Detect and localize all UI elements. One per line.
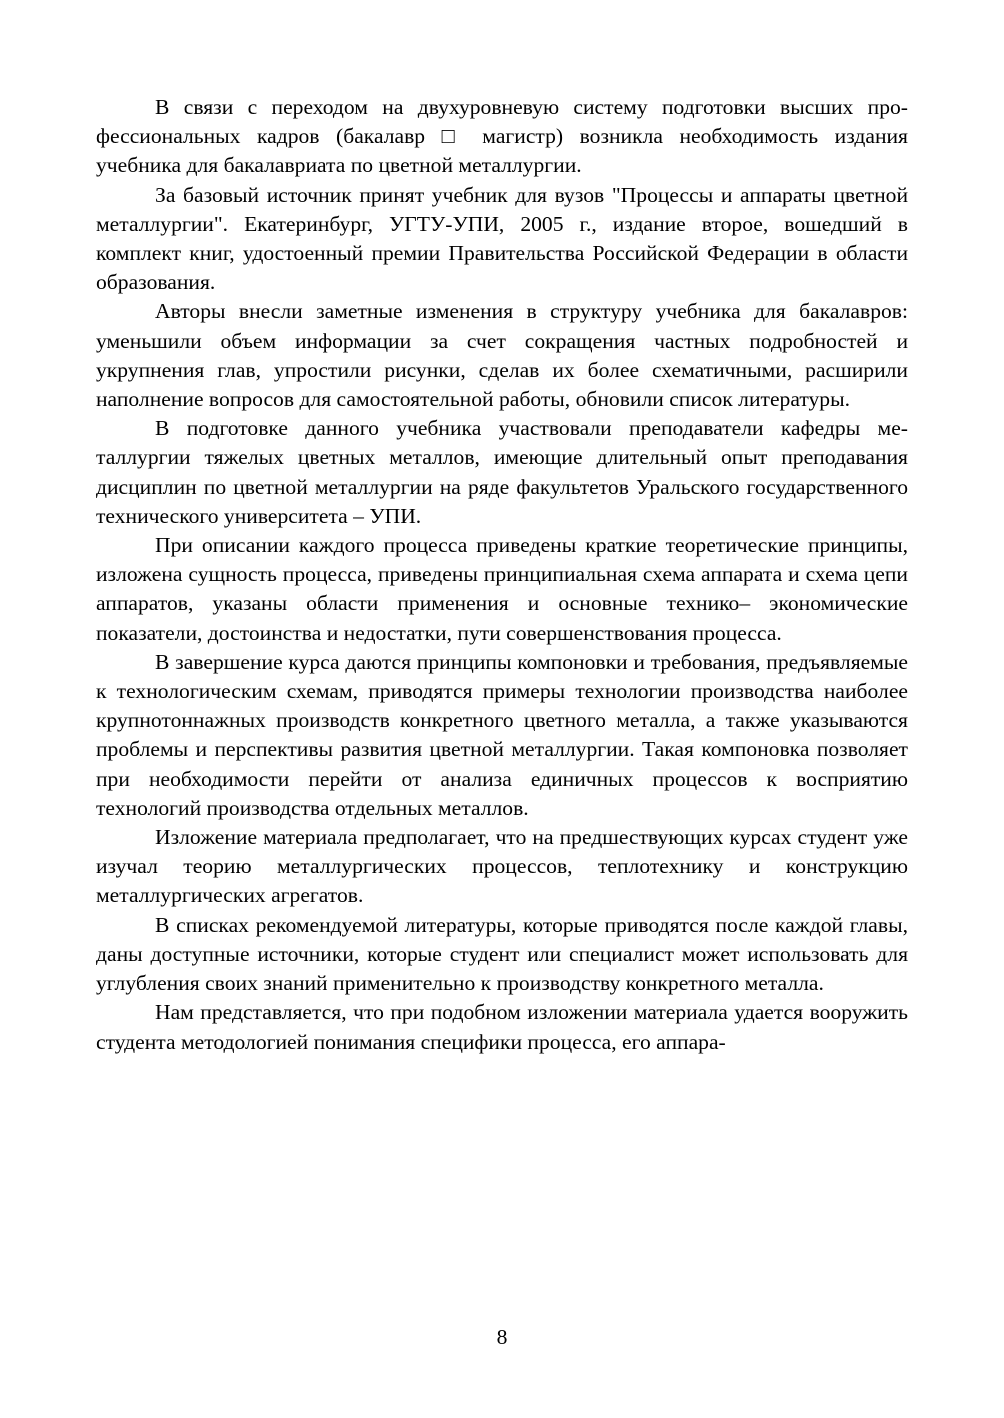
- paragraph-methodology: Нам представляется, что при подобном изложении материала удается вооружить студента методологией понимания специфики процесса, его аппара-: [96, 1000, 908, 1054]
- paragraph-prerequisites: Изложение материала предполагает, что на предшествующих курсах студент уже изучал теорию металлургических процессов, теплотехнику и конструкцию металлургических агрегатов.: [96, 825, 908, 908]
- paragraph-process-description: При описании каждого процесса приведены краткие теоретические принципы, изложена сущность процесса, приведены принципиальная схема аппарата и схема цепи аппаратов, указаны области применения и основные технико– экономические показатели, достоинства и недостатки, пути совершенствования процесса.: [96, 533, 908, 645]
- paragraph-base-source: За базовый источник принят учебник для вузов "Процессы и аппараты цветной металлургии". Екатеринбург, УГТУ-УПИ, 2005 г., издание второе, вошедший в комплект книг, удостоенный премии Правительства Российской Федерации в области образования.: [96, 182, 908, 295]
- paragraph-contributors: В подготовке данного учебника участвовали преподаватели кафедры металлургии тяжелых цветных металлов, имеющие длительный опыт преподавания дисциплин по цветной металлургии на ряде факультетов Уральского государственного технического университета – УПИ.: [96, 416, 908, 528]
- page-body: [96, 93, 908, 1057]
- paragraph-transition-to-two-level-system: В связи с переходом на двухуровневую систему подготовки высших профессиональных кадров (бакалавр □ магистр) возникла необходимость издания учебника для бакалавриата по цветной металлургии.: [96, 95, 908, 178]
- page-number: 8: [496, 1325, 508, 1349]
- paragraph-authors-changes: Авторы внесли заметные изменения в структуру учебника для бакалавров: уменьшили объем информации за счет сокращения частных подробностей и укрупнения глав, упростили рисунки, сделав их более схематичными, расширили наполнение вопросов для самостоятельной работы, обновили список литературы.: [96, 299, 908, 412]
- paragraph-course-completion: В завершение курса даются принципы компоновки и требования, предъявляемые к технологическим схемам, приводятся примеры технологии производства наиболее крупнотоннажных производств конкретного цветного металла, а также указываются проблемы и перспективы развития цветной металлургии. Такая компоновка позволяет при необходимости перейти от анализа единичных процессов к восприятию технологий производства отдельных металлов.: [96, 649, 908, 820]
- paragraph-literature-lists: В списках рекомендуемой литературы, которые приводятся после каждой главы, даны доступные источники, которые студент или специалист может использовать для углубления своих знаний применительно к производству конкретного металла.: [96, 912, 908, 996]
